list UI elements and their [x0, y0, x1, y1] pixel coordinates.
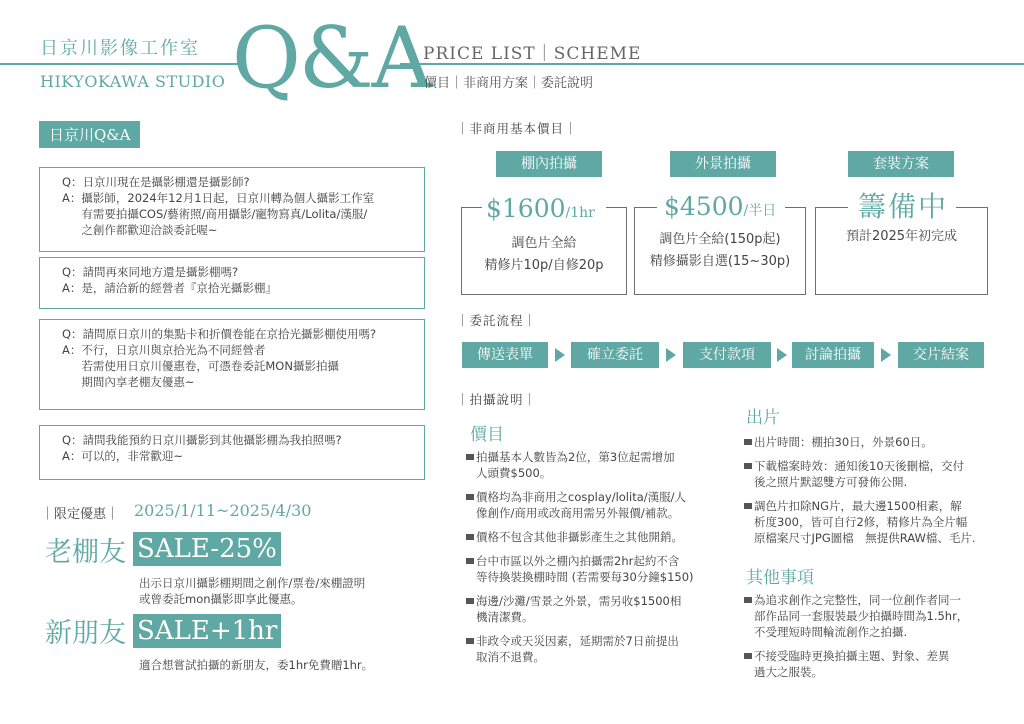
a-prefix: A：	[62, 191, 82, 205]
list-item: 非政令或天災因素，延期需於7日前提出 取消不退費。	[466, 633, 736, 665]
qa-question: 請問我能預約日京川攝影到其他攝影棚為我拍照嗎?	[82, 433, 342, 447]
q-prefix: Q：	[62, 265, 83, 279]
pricing-label: ｜非商用基本價目｜	[456, 121, 578, 136]
qa-question: 日京川現在是攝影棚還是攝影師?	[82, 175, 250, 189]
plan-price-studio: $1600/1hr	[486, 194, 595, 223]
header-rule-left	[0, 63, 238, 65]
qa-answer: 攝影師，2024年12月1日起，日京川轉為個人攝影工作室 有需要拍攝COS/藝術照/商用攝影/寵物寫真/Lolita/漢服/ 之創作都歡迎洽談委託喔~	[81, 191, 375, 237]
studio-name-en: HIKYOKAWA STUDIO	[40, 72, 226, 91]
a-prefix: A：	[62, 343, 82, 357]
qa-item	[39, 257, 425, 309]
process-label: ｜委託流程｜	[456, 313, 538, 328]
qa-answer: 是，請洽新的經營者『京拾光攝影棚』	[81, 281, 277, 295]
process-step: 確立委託	[571, 342, 659, 368]
arrow-right-icon	[881, 348, 891, 362]
list-item: 為追求創作之完整性，同一位創作者同一 部作品同一套服裝最少拍攝時間為1.5hr， 不受理短時間輪流創作之拍攝.	[744, 592, 1014, 640]
promo-new-desc: 適合想嘗試拍攝的新朋友，委1hr免費贈1hr。	[139, 658, 374, 672]
arrow-right-icon	[555, 348, 565, 362]
qa-answer: 可以的，非常歡迎~	[81, 449, 184, 463]
plan-tab-package: 套裝方案	[848, 151, 954, 177]
promo-old-tag: SALE-25%	[133, 532, 281, 566]
list-item: 調色片扣除NG片，最大邊1500相素，解 析度300，皆可自行2修，精修片為全片幅 原檔案尺寸JPG圖檔 無提供RAW檔、毛片.	[744, 498, 1014, 546]
price-notes-heading: 價目	[470, 425, 504, 445]
qa-item	[39, 319, 425, 410]
other-heading: 其他事項	[746, 568, 814, 588]
price-notes-list	[466, 449, 736, 673]
other-list	[744, 592, 1014, 688]
a-prefix: A：	[62, 449, 82, 463]
list-item: 價格不包含其他非攝影產生之其他開銷。	[466, 529, 736, 545]
list-item: 出片時間：棚拍30日，外景60日。	[744, 434, 1014, 450]
list-item: 不接受臨時更換拍攝主題、對象、差異 過大之服裝。	[744, 648, 1014, 680]
promo-new-title: 新朋友	[45, 618, 126, 649]
arrow-right-icon	[666, 348, 676, 362]
q-prefix: Q：	[62, 327, 83, 341]
plan-desc-studio: 調色片全給 精修片10p/自修20p	[484, 236, 604, 273]
qa-question: 請問原日京川的集點卡和折價卷能在京拾光攝影棚使用嗎?	[82, 327, 377, 341]
plan-price-outdoor: $4500/半日	[664, 192, 777, 221]
price-list-title: PRICE LIST｜SCHEME	[423, 44, 642, 64]
a-prefix: A：	[62, 281, 82, 295]
qa-item	[39, 167, 425, 252]
qa-item	[39, 425, 425, 480]
process-step: 討論拍攝	[792, 342, 874, 368]
plan-desc-package: 預計2025年初完成	[845, 229, 958, 244]
list-item: 拍攝基本人數皆為2位，第3位起需增加 人頭費$500。	[466, 449, 736, 481]
qa-title: Q&A	[232, 9, 431, 107]
plan-desc-outdoor: 調色片全給(150p起) 精修攝影自選(15~30p)	[649, 232, 791, 269]
promo-old-desc: 出示日京川攝影棚期間之創作/票卷/來棚證明 或曾委託mon攝影即享此優惠。	[139, 576, 366, 606]
list-item: 海邊/沙灘/雪景之外景，需另收$1500相 機清潔費。	[466, 593, 736, 625]
plan-price-package: 籌備中	[858, 190, 949, 223]
q-prefix: Q：	[62, 433, 83, 447]
promo-new-tag: SALE+1hr	[133, 614, 281, 648]
plan-tab-outdoor: 外景拍攝	[670, 151, 776, 177]
studio-name-cn: 日京川影像工作室	[40, 38, 200, 59]
price-list-subtitle: 價目｜非商用方案｜委託說明	[424, 76, 594, 91]
notes-label: ｜拍攝說明｜	[456, 392, 538, 407]
delivery-list	[744, 434, 1014, 554]
promo-date: 2025/1/11~2025/4/30	[134, 501, 312, 520]
promo-label: ｜限定優惠｜	[41, 507, 120, 522]
list-item: 下載檔案時效：通知後10天後刪檔，交付 後之照片默認雙方可發佈公開.	[744, 458, 1014, 490]
process-step: 支付款項	[683, 342, 771, 368]
list-item: 台中市區以外之棚內拍攝需2hr起約不含 等待換裝換棚時間 (若需要每30分鐘$150)	[466, 553, 736, 585]
process-step: 交片結案	[898, 342, 984, 368]
plan-tab-studio: 棚內拍攝	[496, 151, 602, 177]
q-prefix: Q：	[62, 175, 83, 189]
qa-section-label: 日京川Q&A	[39, 121, 140, 148]
process-step: 傳送表單	[462, 342, 548, 368]
qa-question: 請問再來同地方還是攝影棚嗎?	[82, 265, 239, 279]
delivery-heading: 出片	[746, 408, 780, 428]
promo-old-title: 老棚友	[45, 537, 126, 568]
list-item: 價格均為非商用之cosplay/lolita/漢服/人 像創作/商用或改商用需另外報價/補款。	[466, 489, 736, 521]
qa-answer: 不行，日京川與京拾光為不同經營者 若需使用日京川優惠卷，可憑卷委託MON攝影拍攝 期間內享老棚友優惠~	[81, 343, 339, 389]
arrow-right-icon	[777, 348, 787, 362]
